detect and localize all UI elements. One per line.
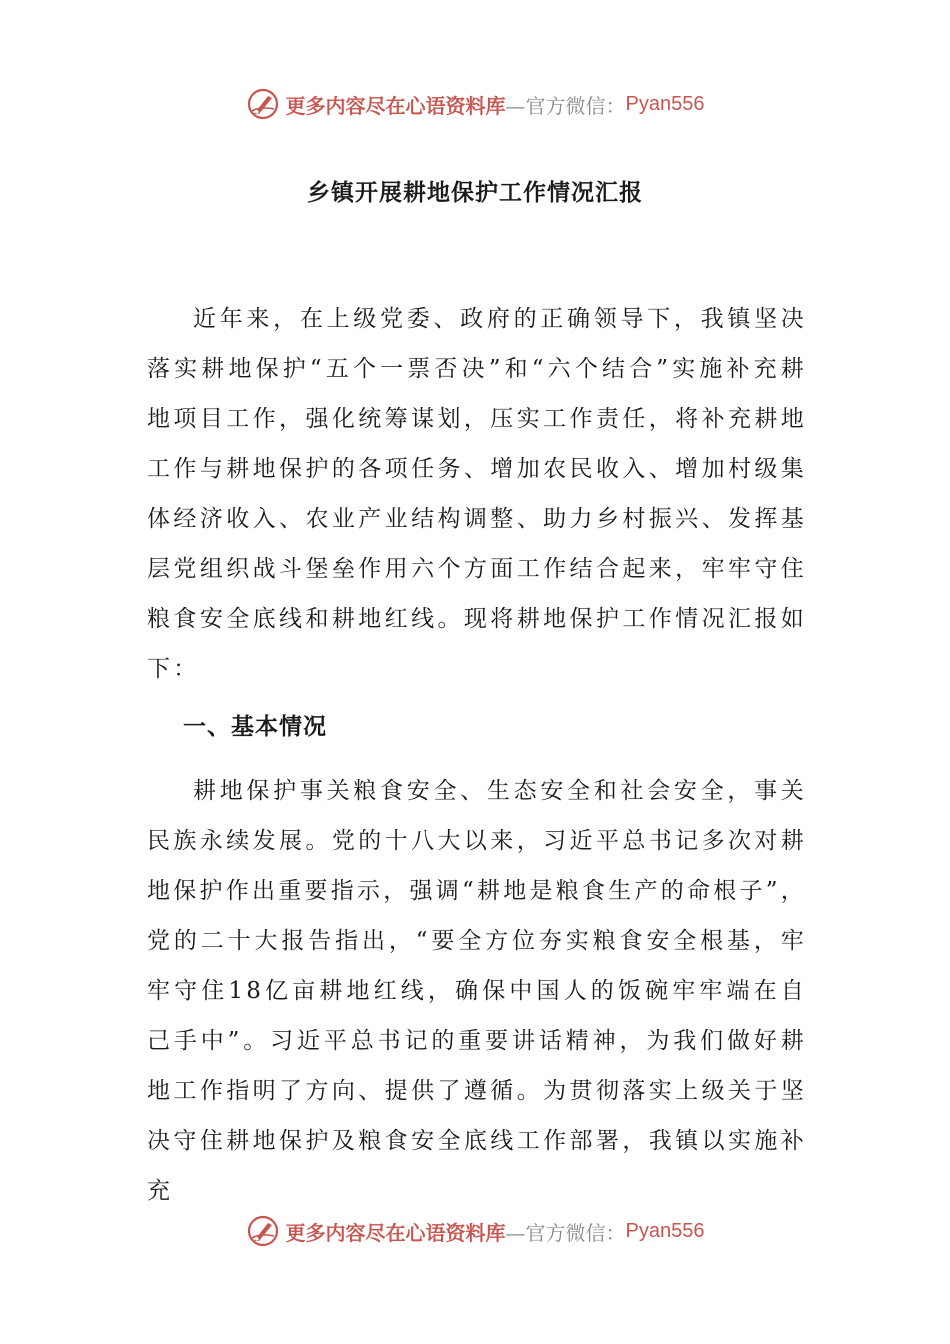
banner-wechat-label: —官方微信： xyxy=(505,93,626,118)
intro-block xyxy=(147,294,807,694)
quill-pen-logo-icon xyxy=(246,87,280,121)
banner-brand-text: 更多内容尽在心语资料库 xyxy=(285,1220,506,1245)
footer-watermark-banner xyxy=(0,1211,950,1251)
section-heading-basic-situation: 一、基本情况 xyxy=(183,714,327,740)
banner-wechat-label: —官方微信： xyxy=(505,1220,626,1245)
banner-wechat-id: Pyan556 xyxy=(625,92,705,115)
banner-wechat-id: Pyan556 xyxy=(625,1219,705,1242)
header-watermark-banner xyxy=(0,84,950,124)
document-title: 乡镇开展耕地保护工作情况汇报 xyxy=(307,180,643,206)
section1-paragraph: 耕地保护事关粮食安全、生态安全和社会安全，事关民族永续发展。党的十八大以来，习近平总书记多次对耕地保护作出重要指示，强调“耕地是粮食生产的命根子”，党的二十大报告指出，“要全方位夯实粮食安全根基，牢牢守住18亿亩耕地红线，确保中国人的饭碗牢牢端在自己手中”。习近平总书记的重要讲话精神，为我们做好耕地工作指明了方向、提供了遵循。为贯彻落实上级关于坚决守住耕地保护及粮食安全底线工作部署，我镇以实施补充 xyxy=(147,778,807,1204)
quill-pen-logo-icon xyxy=(246,1214,280,1248)
intro-paragraph: 近年来，在上级党委、政府的正确领导下，我镇坚决落实耕地保护“五个一票否决”和“六个结合”实施补充耕地项目工作，强化统筹谋划，压实工作责任，将补充耕地工作与耕地保护的各项任务、增加农民收入、增加村级集体经济收入、农业产业结构调整、助力乡村振兴、发挥基层党组织战斗堡垒作用六个方面工作结合起来，牢牢守住粮食安全底线和耕地红线。现将耕地保护工作情况汇报如下： xyxy=(147,306,807,682)
banner-brand-text: 更多内容尽在心语资料库 xyxy=(285,93,506,118)
section1-block xyxy=(147,766,807,1216)
